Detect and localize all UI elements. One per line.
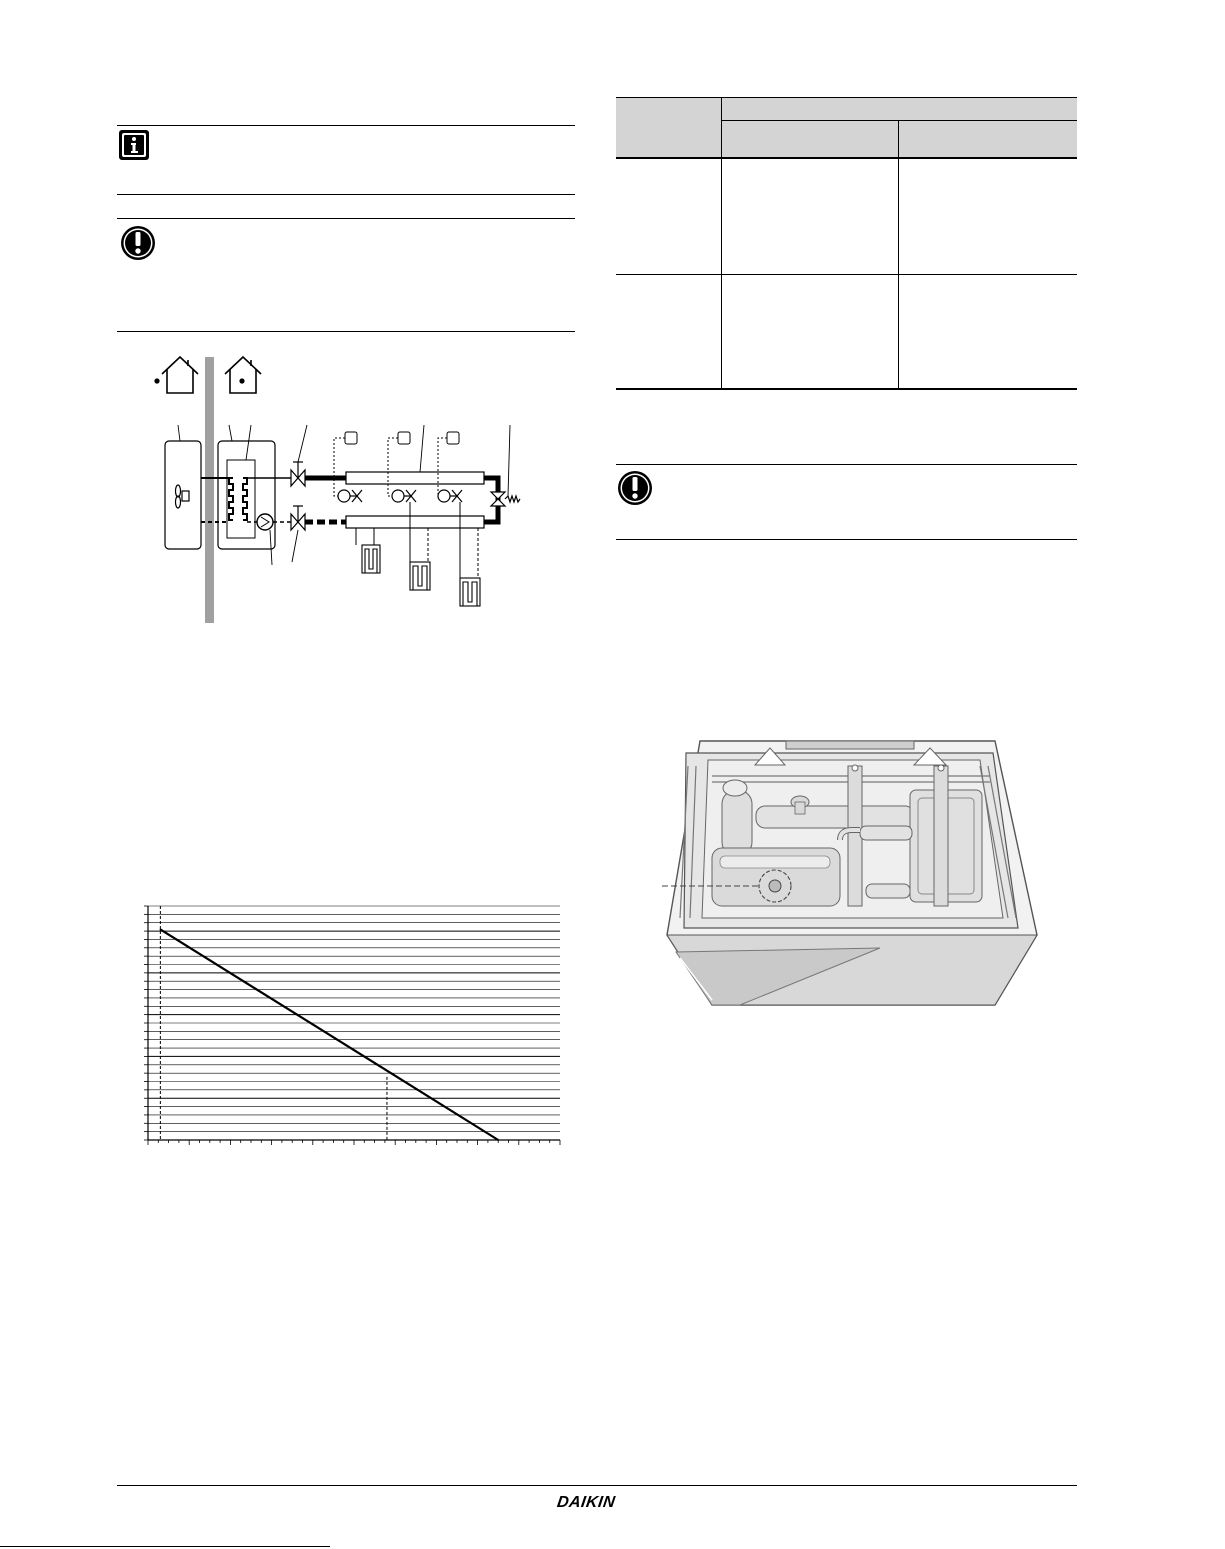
underfloor-loop-icon: [362, 545, 380, 573]
underfloor-loop-icon: [410, 562, 430, 590]
chart-point: [160, 929, 162, 931]
table-row-1: [616, 159, 1077, 274]
zone-valve-icon: [338, 490, 362, 502]
table-border-bottom: [616, 388, 1077, 390]
table-header-group: [722, 97, 1077, 120]
warning-exclamation-icon: [617, 470, 653, 506]
outdoor-house-icon: [162, 357, 198, 393]
table-row-2: [616, 275, 1077, 388]
zone-valve-icon: [392, 490, 416, 502]
table-border-top: [616, 97, 1077, 98]
table-header-split: [722, 120, 1077, 121]
chart-series-line: [160, 929, 498, 1140]
table-header-col-1: [722, 121, 898, 158]
unit-top-view-illustration: [660, 735, 1040, 1007]
warning-exclamation-icon: [120, 225, 156, 261]
fan-icon: [176, 485, 190, 508]
info-icon: [118, 129, 150, 161]
return-manifold: [346, 516, 484, 528]
table-header-corner: [616, 97, 721, 158]
footer-rule: [117, 1485, 1077, 1486]
info-note-top-rule: [117, 125, 575, 126]
daikin-logo: DAIKIN: [555, 1494, 617, 1511]
table-header-col-2: [899, 121, 1077, 158]
outdoor-dot: [154, 378, 159, 383]
chart-point: [497, 1139, 499, 1141]
wall: [205, 357, 214, 623]
warning-note-bottom-rule: [117, 331, 575, 332]
hydronic-circuit-schematic: [140, 350, 540, 630]
warning-note-top-rule: [117, 218, 575, 219]
bypass-valve-icon: [491, 492, 520, 506]
chart-svg: [140, 900, 565, 1150]
shutoff-valve-icon: [291, 462, 305, 486]
zone-valve-icon: [438, 490, 462, 502]
indoor-dot: [239, 378, 244, 383]
heat-exchanger-icon: [229, 478, 247, 520]
spec-table: [616, 97, 1077, 390]
warning-note-2-bottom-rule: [616, 539, 1077, 540]
pump-icon: [257, 514, 273, 530]
indoor-house-icon: [225, 357, 261, 393]
underfloor-loop-icon: [460, 578, 480, 606]
warning-note-2-top-rule: [616, 464, 1077, 465]
line-chart: [140, 900, 565, 1150]
supply-manifold: [346, 472, 484, 484]
bottom-edge-rule: [0, 1546, 330, 1547]
info-note-bottom-rule: [117, 194, 575, 195]
shutoff-valve-icon: [291, 506, 305, 530]
